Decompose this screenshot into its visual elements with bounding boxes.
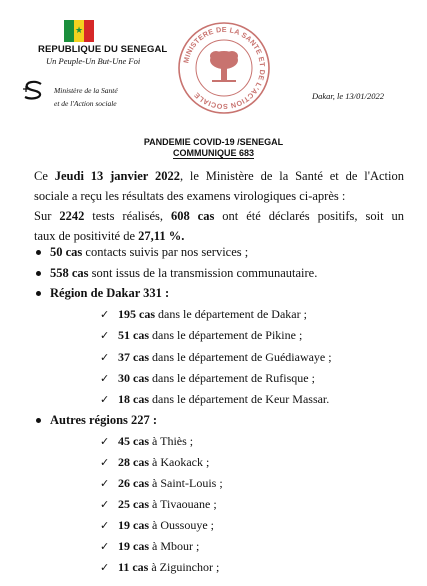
contacts-count: 50 cas [50,245,83,259]
bullet-community [36,265,317,281]
region-item [100,538,199,555]
bullet-dakar-region [36,285,169,301]
ministry-name-line1: Ministère de la Santé [54,86,118,95]
case-count: 25 cas [118,497,149,511]
bullet-text: sont issus de la transmission communautaire. [88,266,318,280]
dakar-item [100,391,329,408]
communique-number-text: COMMUNIQUE 683 [172,148,254,158]
tests-count: 2242 [59,209,85,223]
intro-line-1 [34,166,404,186]
checkmark-icon: ✓ [100,540,110,553]
checkmark-icon: ✓ [100,393,110,406]
dateline: Dakar, le 13/01/2022 [312,91,385,101]
checkmark-icon: ✓ [100,372,110,385]
checkmark-icon: ✓ [100,519,110,532]
report-date: Jeudi 13 janvier 2022 [54,169,180,183]
checkmark-icon: ✓ [100,435,110,448]
dakar-region-label: Région de Dakar 331 : [50,286,170,300]
case-location: dans le département de Rufisque ; [149,371,315,385]
intro-text: ont été déclarés positifs, soit un [214,209,404,223]
checkmark-icon: ✓ [100,561,110,574]
case-count: 11 cas [118,560,149,574]
case-location: à Saint-Louis ; [149,476,223,490]
case-location: dans le département de Dakar ; [155,307,307,321]
checkmark-icon: ✓ [100,456,110,469]
checkmark-icon: ✓ [100,308,110,321]
case-location: à Tivaouane ; [149,497,217,511]
bullet-icon [36,271,41,276]
dakar-item [100,327,302,344]
region-item [100,433,193,450]
ministry-name [54,84,118,110]
region-item [100,454,209,471]
case-location: à Mbour ; [149,539,200,553]
bullet-icon [36,250,41,255]
dakar-item [100,370,315,387]
intro-line-2: sociale a reçu les résultats des examens virologiques ci-après : [34,189,346,203]
intro-text: tests réalisés, [84,209,171,223]
case-count: 51 cas [118,328,149,342]
positivity-rate: 27,11 %. [138,229,185,243]
senegal-flag-icon: ★ [64,20,94,42]
intro-paragraph [34,166,404,246]
bullet-icon [36,291,41,296]
checkmark-icon: ✓ [100,498,110,511]
bullet-text: contacts suivis par nos services ; [82,245,249,259]
intro-text: Ce [34,169,55,183]
case-location: à Oussouye ; [149,518,214,532]
region-item [100,475,223,492]
community-count: 558 cas [50,266,89,280]
dakar-item [100,349,332,366]
case-count: 26 cas [118,476,149,490]
intro-line-4 [34,226,404,246]
bullet-contacts [36,244,248,260]
case-count: 19 cas [118,518,149,532]
case-count: 45 cas [118,434,149,448]
case-count: 195 cas [118,307,155,321]
checkmark-icon: ✓ [100,477,110,490]
case-count: 37 cas [118,350,149,364]
intro-text: taux de positivité de [34,229,139,243]
case-location: dans le département de Guédiawaye ; [149,350,332,364]
case-count: 19 cas [118,539,149,553]
ministry-logo-icon [21,80,47,102]
official-stamp-icon [176,20,272,116]
bullet-other-regions [36,412,157,428]
intro-text: Sur [34,209,60,223]
stamp-text: MINISTERE DE LA SANTE ET DE L'ACTION SOCIALE [181,24,268,112]
region-item [100,517,214,534]
document-title: PANDEMIE COVID-19 /SENEGAL [143,137,284,147]
case-count: 30 cas [118,371,149,385]
case-location: à Ziguinchor ; [148,560,220,574]
positive-count: 608 cas [170,209,215,223]
intro-line-3 [34,206,404,226]
checkmark-icon: ✓ [100,351,110,364]
republic-name: REPUBLIQUE DU SENEGAL [38,44,168,55]
national-motto: Un Peuple-Un But-Une Foi [46,56,141,66]
region-item [100,496,217,513]
case-location: à Thiès ; [149,434,194,448]
case-location: dans le département de Pikine ; [149,328,303,342]
intro-text: , le Ministère de la Santé et de l'Action [179,169,404,183]
communique-number [0,148,427,158]
other-regions-label: Autres régions 227 : [50,413,158,427]
case-location: à Kaokack ; [149,455,210,469]
case-count: 18 cas [118,392,149,406]
case-count: 28 cas [118,455,149,469]
dakar-item [100,306,307,323]
region-item [100,559,219,576]
case-location: dans le département de Keur Massar. [149,392,330,406]
checkmark-icon: ✓ [100,329,110,342]
bullet-icon [36,418,41,423]
ministry-name-line2: et de l'Action sociale [54,99,117,108]
